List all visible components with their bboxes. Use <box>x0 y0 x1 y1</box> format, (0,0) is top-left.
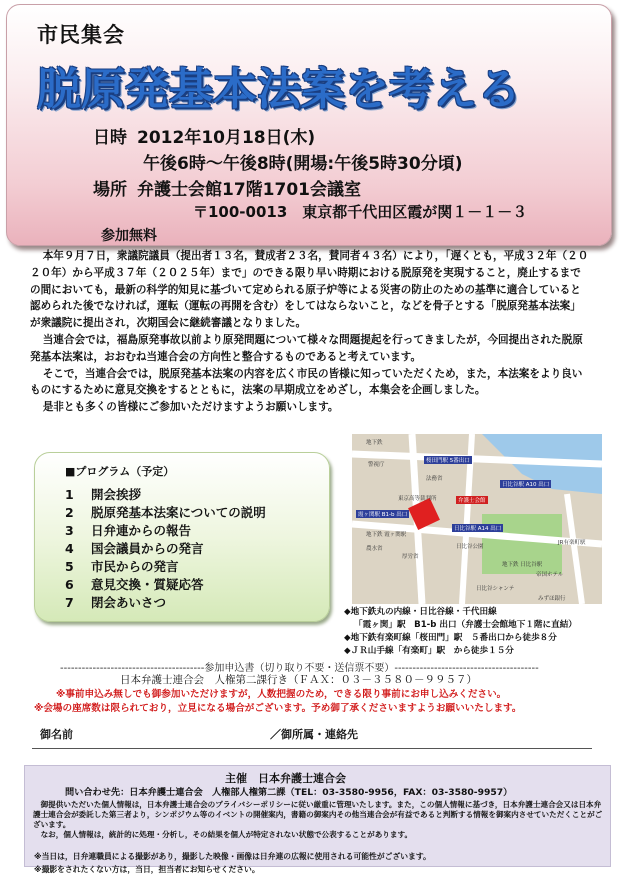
map-label: みずほ銀行 <box>538 596 566 602</box>
form-notice: ※事前申込み無しでも御参加いただけますが，人数把握のため，できる限り事前にお申し込みください。 <box>56 689 507 700</box>
form-separator: ----------------------------------------参加申込書（切り取り不要・送信票不要）---------------------------------------- <box>60 663 539 674</box>
program-title: ■プログラム（予定） <box>65 465 175 478</box>
program-item-label: 開会挨拶 <box>91 487 142 502</box>
privacy-notice: なお，個人情報は，統計的に処理・分析し，その結果を個人が特定されない状態で公表することがあります。 <box>40 830 413 839</box>
organizer: 主催 日本弁護士連合会 <box>225 772 346 785</box>
map-label: 東京高等裁判所 <box>398 496 437 502</box>
program-item <box>65 575 204 593</box>
map-label: 法務省 <box>426 476 443 482</box>
program-item-number: 4 <box>65 541 74 556</box>
map-label: 日比谷駅 A10 出口 <box>502 482 550 488</box>
program-item-label: 意見交換・質疑応答 <box>91 577 204 592</box>
name-field-label: 御名前 <box>40 728 73 741</box>
program-item-number: 5 <box>65 559 74 574</box>
access-line: ◆地下鉄丸の内線・日比谷線・千代田線 <box>344 607 497 617</box>
program-item <box>65 485 141 503</box>
map-label: 日比谷シャンテ <box>476 586 515 592</box>
map-label: 日比谷駅 A14 出口 <box>454 526 502 532</box>
map-label: 地下鉄 <box>366 440 383 446</box>
map-graphic <box>352 434 602 604</box>
program-item <box>65 593 166 611</box>
map-label: 警視庁 <box>368 462 385 468</box>
program-item-number: 1 <box>65 487 74 502</box>
program-item <box>65 503 266 521</box>
admission-fee: 参加無料 <box>101 228 157 244</box>
access-line: 「霞ヶ関」駅 B1-b 出口（弁護士会館地下１階に直結） <box>354 620 577 630</box>
map-label: 厚労省 <box>402 554 419 560</box>
program-item-label: 市民からの発言 <box>91 559 179 574</box>
program-item-label: 日弁連からの報告 <box>91 523 192 538</box>
photo-notice: ※撮影をされたくない方は，当日，担当者にお知らせください。 <box>34 865 260 874</box>
header-banner <box>6 4 612 246</box>
intro-paragraph: そこで，当連合会では，脱原発基本法案の内容を広く市民の皆様に知っていただくため，また，本法案をより良いものにするために意見交換をするとともに，法案の早期成立をめざし，本集会を企画しました。 <box>30 367 583 397</box>
program-item-label: 閉会あいさつ <box>91 595 167 610</box>
program-box <box>34 452 330 622</box>
form-notice: ※会場の座席数は限られており，立見になる場合がございます。予め御了承くださいますようお願いいたします。 <box>34 703 522 714</box>
intro-paragraph: 当連合会では，福島原発事故以前より原発問題について様々な問題提起を行ってきましたが，今回提出された脱原発基本法案は，おおむね当連合会の方向性と整合するものであると考えています。 <box>30 333 583 363</box>
program-item <box>65 557 179 575</box>
event-address: 〒100-0013 東京都千代田区霞が関１－１－３ <box>193 203 528 221</box>
program-item-number: 6 <box>65 577 74 592</box>
map-label: 桜田門駅 5番出口 <box>426 458 470 464</box>
map-label: JR有楽町駅 <box>558 540 586 546</box>
form-destination: 日本弁護士連合会 人権第二課行き（ＦＡＸ：０３－３５８０－９９５７） <box>120 674 477 686</box>
place-label: 場所 <box>93 180 127 200</box>
map-label: 霞ヶ関駅 B1-b 出口 <box>358 512 408 518</box>
event-date: 2012年10月18日(木) <box>137 128 316 148</box>
map-label: 地下鉄 霞ヶ関駅 <box>366 532 407 538</box>
form-line <box>32 748 592 749</box>
intro-text <box>30 248 590 416</box>
venue-map <box>352 434 602 604</box>
program-item-number: 7 <box>65 595 74 610</box>
map-label: 弁護士会館 <box>458 498 486 504</box>
event-kicker: 市民集会 <box>37 23 125 47</box>
program-item-number: 3 <box>65 523 74 538</box>
map-label: 農水省 <box>366 546 383 552</box>
map-label: 日比谷公園 <box>456 544 484 550</box>
event-time: 午後6時～午後8時(開場:午後5時30分頃) <box>143 154 463 174</box>
map-label: 帝国ホテル <box>536 572 564 578</box>
program-item-label: 国会議員からの発言 <box>91 541 204 556</box>
affiliation-field-label: ／御所属・連絡先 <box>270 728 358 741</box>
access-line: ◆地下鉄有楽町線「桜田門」駅 ５番出口から徒歩８分 <box>344 633 557 643</box>
access-line: ◆ＪＲ山手線「有楽町」駅 から徒歩１５分 <box>344 646 514 656</box>
intro-paragraph: 是非とも多くの皆様にご参加いただけますようお願いします。 <box>42 401 339 414</box>
event-title: 脱原発基本法案を考える <box>37 64 521 115</box>
intro-paragraph: 本年９月７日，衆議院議員（提出者１３名，賛成者２３名，賛同者４３名）により，「遅くとも，平成３２年（２０２０年）から平成３７年（２０２５年）まで」のできる限り早い時期における脱原発を実現すること，廃止するまでの間においても，最新の科学的知見に基づいて定められる原子炉等による災害の防止のための基準に適合していると認められた後でなければ，運転（運転の再開を含む）をしてはならないこと，などを骨子とする「脱原発基本法案」が衆議院に提出され，次期国会に継続審議となりました。 <box>30 250 589 330</box>
event-place: 弁護士会館17階1701会議室 <box>137 180 361 200</box>
program-item <box>65 521 191 539</box>
photo-notice: ※当日は，日弁連職員による撮影があり，撮影した映像・画像は日弁連の広報に使用される可能性がございます。 <box>34 852 431 861</box>
contact-info: 問い合わせ先：日本弁護士連合会 人権部人権第二課（TEL：03-3580-9956，FAX：03-3580-9957） <box>65 787 513 798</box>
program-item-label: 脱原発基本法案についての説明 <box>91 505 266 520</box>
program-item-number: 2 <box>65 505 74 520</box>
privacy-notice: 御提供いただいた個人情報は，日本弁護士連合会のプライバシーポリシーに従い厳重に管理いたします。また，この個人情報に基づき，日本弁護士連合会又は日本弁護士連合会が委託した第三者より，シンポジウム等のイベントの開催案内，書籍の御案内その他当連合会が有益であると判断する情報を御案内させていただくことがございます。 <box>33 800 603 829</box>
program-item <box>65 539 204 557</box>
date-label: 日時 <box>93 128 127 148</box>
map-label: 地下鉄 日比谷駅 <box>502 562 543 568</box>
